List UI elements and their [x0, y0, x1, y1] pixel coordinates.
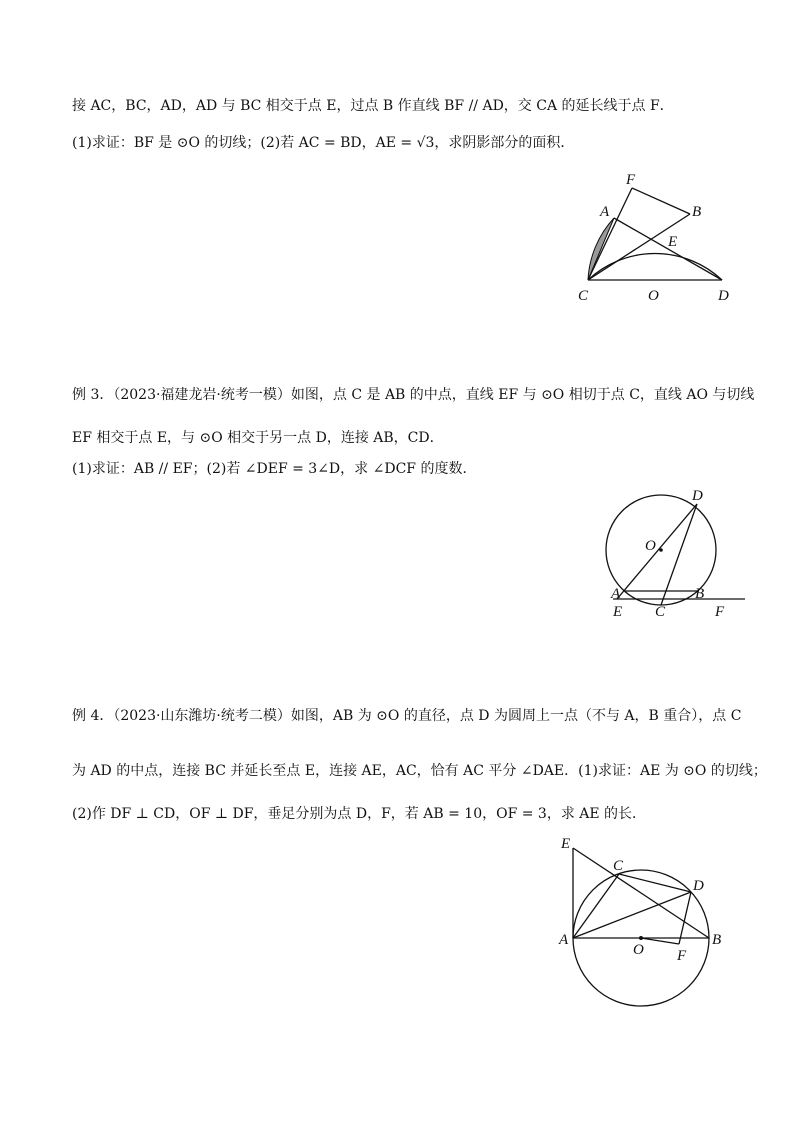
label-O: O [633, 942, 644, 958]
line-df [679, 892, 691, 944]
label-B: B [692, 204, 702, 220]
problem-3-line-1: 例 3．（2023·福建龙岩·统考一模）如图，点 C 是 AB 的中点，直线 EF 与 ⊙O 相切于点 C，直线 AO 与切线 [72, 387, 755, 403]
label-A: A [559, 932, 569, 948]
center-dot [639, 936, 643, 940]
label-C: C [655, 604, 666, 620]
label-O: O [648, 288, 659, 304]
problem-3-line-3: (1)求证：AB // EF；(2)若 ∠DEF = 3∠D，求 ∠DCF 的度数． [72, 461, 477, 477]
line-cd [661, 504, 697, 605]
problem-3-figure [595, 482, 755, 622]
problem-4-figure [555, 832, 735, 1012]
label-F: F [677, 948, 687, 964]
label-E: E [613, 604, 623, 620]
label-B: B [712, 932, 722, 948]
problem-4-line-3: (2)作 DF ⊥ CD，OF ⊥ DF，垂足分别为点 D，F，若 AB = 10，OF = 3，求 AE 的长． [72, 806, 647, 822]
label-E: E [668, 234, 678, 250]
line-bf [632, 188, 690, 214]
label-D: D [692, 488, 703, 504]
problem-4-line-1: 例 4．（2023·山东潍坊·统考二模）如图，AB 为 ⊙O 的直径，点 D 为圆周上一点（不与 A，B 重合），点 C [72, 708, 742, 724]
label-D: D [718, 288, 729, 304]
label-C: C [578, 288, 589, 304]
label-F: F [626, 172, 636, 188]
label-E: E [561, 836, 571, 852]
label-A: A [611, 586, 621, 602]
problem-2-line-2: (1)求证：BF 是 ⊙O 的切线；(2)若 AC = BD，AE = √3，求阴影部分的面积． [72, 135, 575, 151]
label-B: B [695, 586, 705, 602]
line-ed [617, 504, 697, 599]
problem-2-figure [560, 170, 750, 310]
label-C: C [613, 858, 624, 874]
center-dot [659, 548, 663, 552]
problem-3-line-2: EF 相交于点 E，与 ⊙O 相交于另一点 D，连接 AB，CD． [72, 430, 444, 446]
label-O: O [645, 538, 656, 554]
label-A: A [600, 204, 610, 220]
label-F: F [715, 604, 725, 620]
line-of [641, 938, 679, 944]
problem-2-line-1: 接 AC，BC，AD，AD 与 BC 相交于点 E，过点 B 作直线 BF // AD，交 CA 的延长线于点 F． [72, 98, 674, 114]
problem-4-line-2: 为 AD 的中点，连接 BC 并延长至点 E，连接 AE，AC，恰有 AC 平分 ∠DAE．(1)求证：AE 为 ⊙O 的切线； [72, 763, 767, 779]
label-D: D [693, 878, 704, 894]
